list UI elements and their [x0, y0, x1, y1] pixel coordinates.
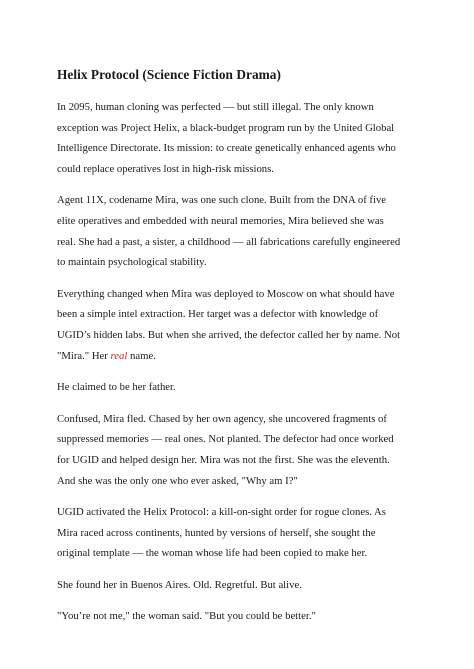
text-line: been a simple intel extraction. Her target was a defector with knowledge of [57, 308, 379, 321]
text-line: UGID’s hidden labs. But when she arrived, the defector called her by name. Not [57, 328, 401, 341]
text-line: real. She had a past, a sister, a childhood — all fabrications carefully engineered [57, 235, 401, 248]
text-line: "You’re not me," the woman said. "But you could be better." [57, 610, 316, 623]
paragraph-2 [57, 190, 424, 272]
text-line: UGID activated the Helix Protocol: a kill-on-sight order for rogue clones. As [57, 506, 386, 519]
text-line: exception was Project Helix, a black-budget program run by the United Global [57, 121, 395, 134]
paragraph-3 [57, 284, 424, 366]
text-fragment: name. [127, 349, 156, 362]
text-line: Confused, Mira fled. Chased by her own agency, she uncovered fragments of [57, 412, 387, 425]
text-fragment: "Mira." Her [57, 349, 111, 362]
text-line: could replace operatives lost in high-risk missions. [57, 162, 274, 175]
text-line: He claimed to be her father. [57, 381, 176, 394]
paragraph-6 [57, 502, 424, 564]
text-line: suppressed memories — real ones. Not planted. The defector had once worked [57, 433, 394, 446]
emphasized-word: real [110, 349, 128, 362]
text-line: Intelligence Directorate. Its mission: to create genetically enhanced agents who [57, 142, 396, 155]
paragraph-8 [57, 606, 424, 627]
paragraph-4 [57, 377, 424, 398]
text-line: original template — the woman whose life had been copied to make her. [57, 547, 368, 560]
text-line: And she was the only one who ever asked, "Why am I?" [57, 474, 298, 487]
paragraph-7 [57, 575, 424, 596]
text-line: for UGID and helped design her. Mira was not the first. She was the eleventh. [57, 453, 390, 466]
text-line: Mira raced across continents, hunted by versions of herself, she sought the [57, 526, 376, 539]
text-line: She found her in Buenos Aires. Old. Regretful. But alive. [57, 578, 302, 591]
text-line: In 2095, human cloning was perfected — but still illegal. The only known [57, 101, 374, 113]
text-line: elite operatives and embedded with neural memories, Mira believed she was [57, 214, 384, 227]
text-line: Everything changed when Mira was deployed to Moscow on what should have [57, 287, 395, 300]
text-line [57, 346, 424, 367]
paragraph-5 [57, 409, 424, 491]
paragraph-1 [57, 97, 424, 179]
document-title: Helix Protocol (Science Fiction Drama) [57, 67, 281, 82]
text-line: Agent 11X, codename Mira, was one such clone. Built from the DNA of five [57, 194, 387, 207]
text-line: to maintain psychological stability. [57, 256, 207, 269]
